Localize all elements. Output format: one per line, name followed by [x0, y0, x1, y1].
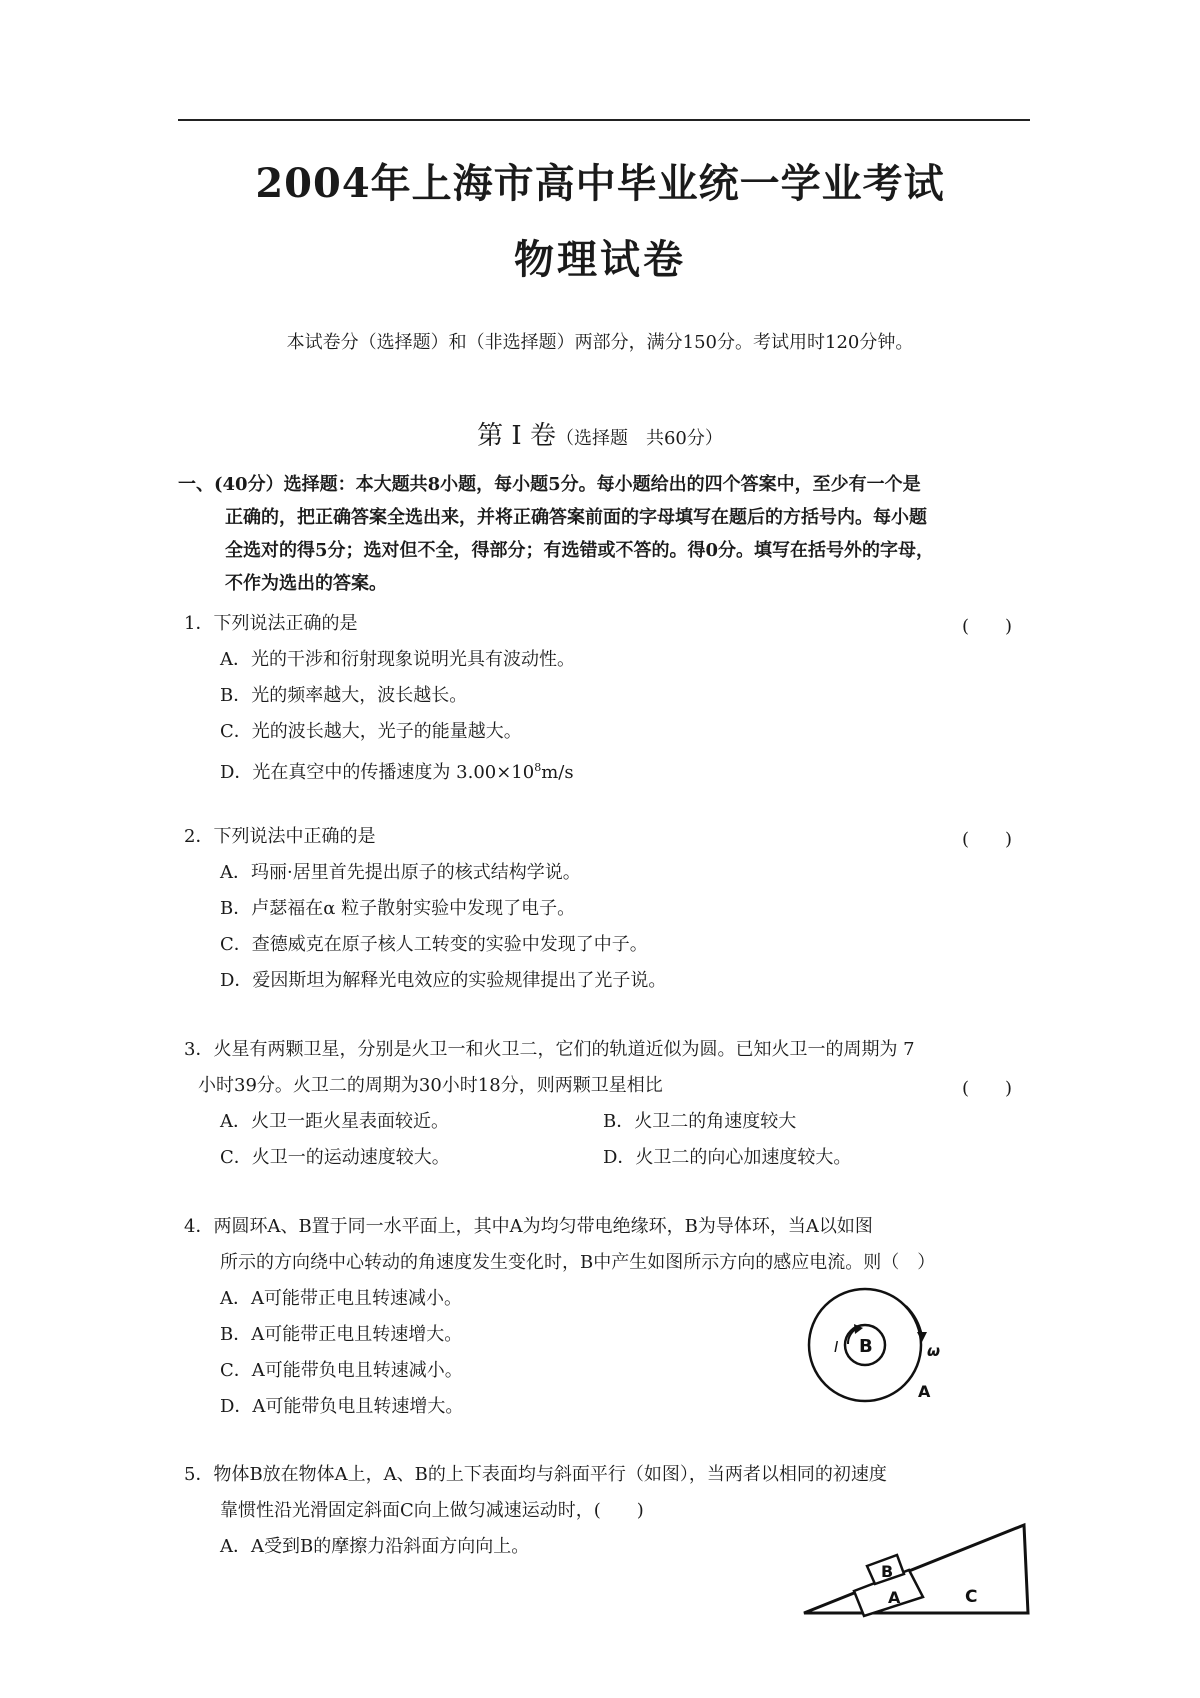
question-4-option-d: D．A可能带负电且转速增大。 [220, 1396, 464, 1417]
question-1-option-c: C．光的波长越大，光子的能量越大。 [220, 721, 522, 742]
label-block-b: B [881, 1562, 894, 1581]
question-2-option-d: D．爱因斯坦为解释光电效应的实验规律提出了光子说。 [220, 970, 667, 991]
ring-figure [800, 1280, 960, 1410]
header-rule [178, 119, 1030, 121]
question-4-stem-cont: 所示的方向绕中心转动的角速度发生变化时，B中产生如图所示方向的感应电流。则（ ） [220, 1252, 936, 1273]
part-heading [0, 415, 1200, 452]
arrowhead-icon [917, 1332, 927, 1342]
question-4-stem: 4．两圆环A、B置于同一水平面上，其中A为均匀带电绝缘环，B为导体环，当A以如图 [184, 1216, 873, 1237]
label-current: I [834, 1338, 839, 1356]
label-omega: ω [927, 1342, 941, 1360]
answer-bracket-1[interactable]: ( ) [962, 616, 1013, 637]
option-d-unit: m/s [541, 762, 574, 783]
question-2-option-a: A．玛丽·居里首先提出原子的核式结构学说。 [220, 862, 581, 883]
question-4-option-b: B．A可能带正电且转速增大。 [220, 1324, 463, 1345]
instructions-line: 一、(40分）选择题：本大题共8小题，每小题5分。每小题给出的四个答案中，至少有一个是 [178, 474, 921, 495]
question-3-stem-cont: 小时39分。火卫二的周期为30小时18分，则两颗卫星相比 [198, 1075, 663, 1096]
label-block-a: A [888, 1588, 901, 1607]
label-incline: C [965, 1587, 978, 1607]
instructions-line: 全选对的得5分；选对但不全，得部分；有选错或不答的。得0分。填写在括号外的字母， [225, 540, 935, 561]
question-1-option-a: A．光的干涉和衍射现象说明光具有波动性。 [220, 649, 575, 670]
exam-title: 2004年上海市高中毕业统一学业考试 [255, 160, 945, 207]
question-3-option-d: D．火卫二的向心加速度较大。 [603, 1147, 852, 1168]
question-1-option-d [220, 756, 574, 785]
question-3-option-b: B．火卫二的角速度较大 [603, 1111, 797, 1132]
question-2-option-b: B．卢瑟福在α 粒子散射实验中发现了电子。 [220, 898, 576, 919]
part-title: 第 I 卷 [477, 421, 556, 451]
question-5-option-a: A．A受到B的摩擦力沿斜面方向向上。 [220, 1536, 530, 1557]
question-3-stem: 3．火星有两颗卫星，分别是火卫一和火卫二，它们的轨道近似为圆。已知火卫一的周期为 7 [184, 1039, 915, 1060]
question-2-option-c: C．查德威克在原子核人工转变的实验中发现了中子。 [220, 934, 648, 955]
answer-bracket-3[interactable]: ( ) [962, 1078, 1013, 1099]
question-4-option-c: C．A可能带负电且转速减小。 [220, 1360, 463, 1381]
question-1-option-b: B．光的频率越大，波长越长。 [220, 685, 468, 706]
instructions-line: 不作为选出的答案。 [225, 573, 387, 594]
question-1-stem: 1．下列说法正确的是 [184, 613, 358, 634]
label-inner-ring: B [859, 1336, 873, 1357]
option-d-exponent: 8 [534, 761, 542, 774]
question-5-stem: 5．物体B放在物体A上，A、B的上下表面均与斜面平行（如图），当两者以相同的初速度 [184, 1464, 887, 1485]
part-subtitle: （选择题 共60分） [555, 428, 723, 449]
option-d-text: D．光在真空中的传播速度为 3.00×10 [220, 762, 535, 783]
exam-intro: 本试卷分（选择题）和（非选择题）两部分，满分150分。考试用时120分钟。 [286, 332, 914, 353]
section-instructions [178, 468, 1030, 600]
instructions-line: 正确的，把正确答案全选出来，并将正确答案前面的字母填写在题后的方括号内。每小题 [225, 507, 927, 528]
question-2-stem: 2．下列说法中正确的是 [184, 826, 376, 847]
answer-bracket-2[interactable]: ( ) [962, 829, 1013, 850]
question-3-option-c: C．火卫一的运动速度较大。 [220, 1147, 450, 1168]
question-4-option-a: A．A可能带正电且转速减小。 [220, 1288, 462, 1309]
label-outer-ring: A [918, 1382, 931, 1401]
incline-figure [800, 1505, 1035, 1620]
question-3-option-a: A．火卫一距火星表面较近。 [220, 1111, 449, 1132]
exam-subtitle: 物理试卷 [514, 236, 686, 283]
question-5-stem-cont: 靠惯性沿光滑固定斜面C向上做匀减速运动时，( ) [220, 1500, 644, 1521]
